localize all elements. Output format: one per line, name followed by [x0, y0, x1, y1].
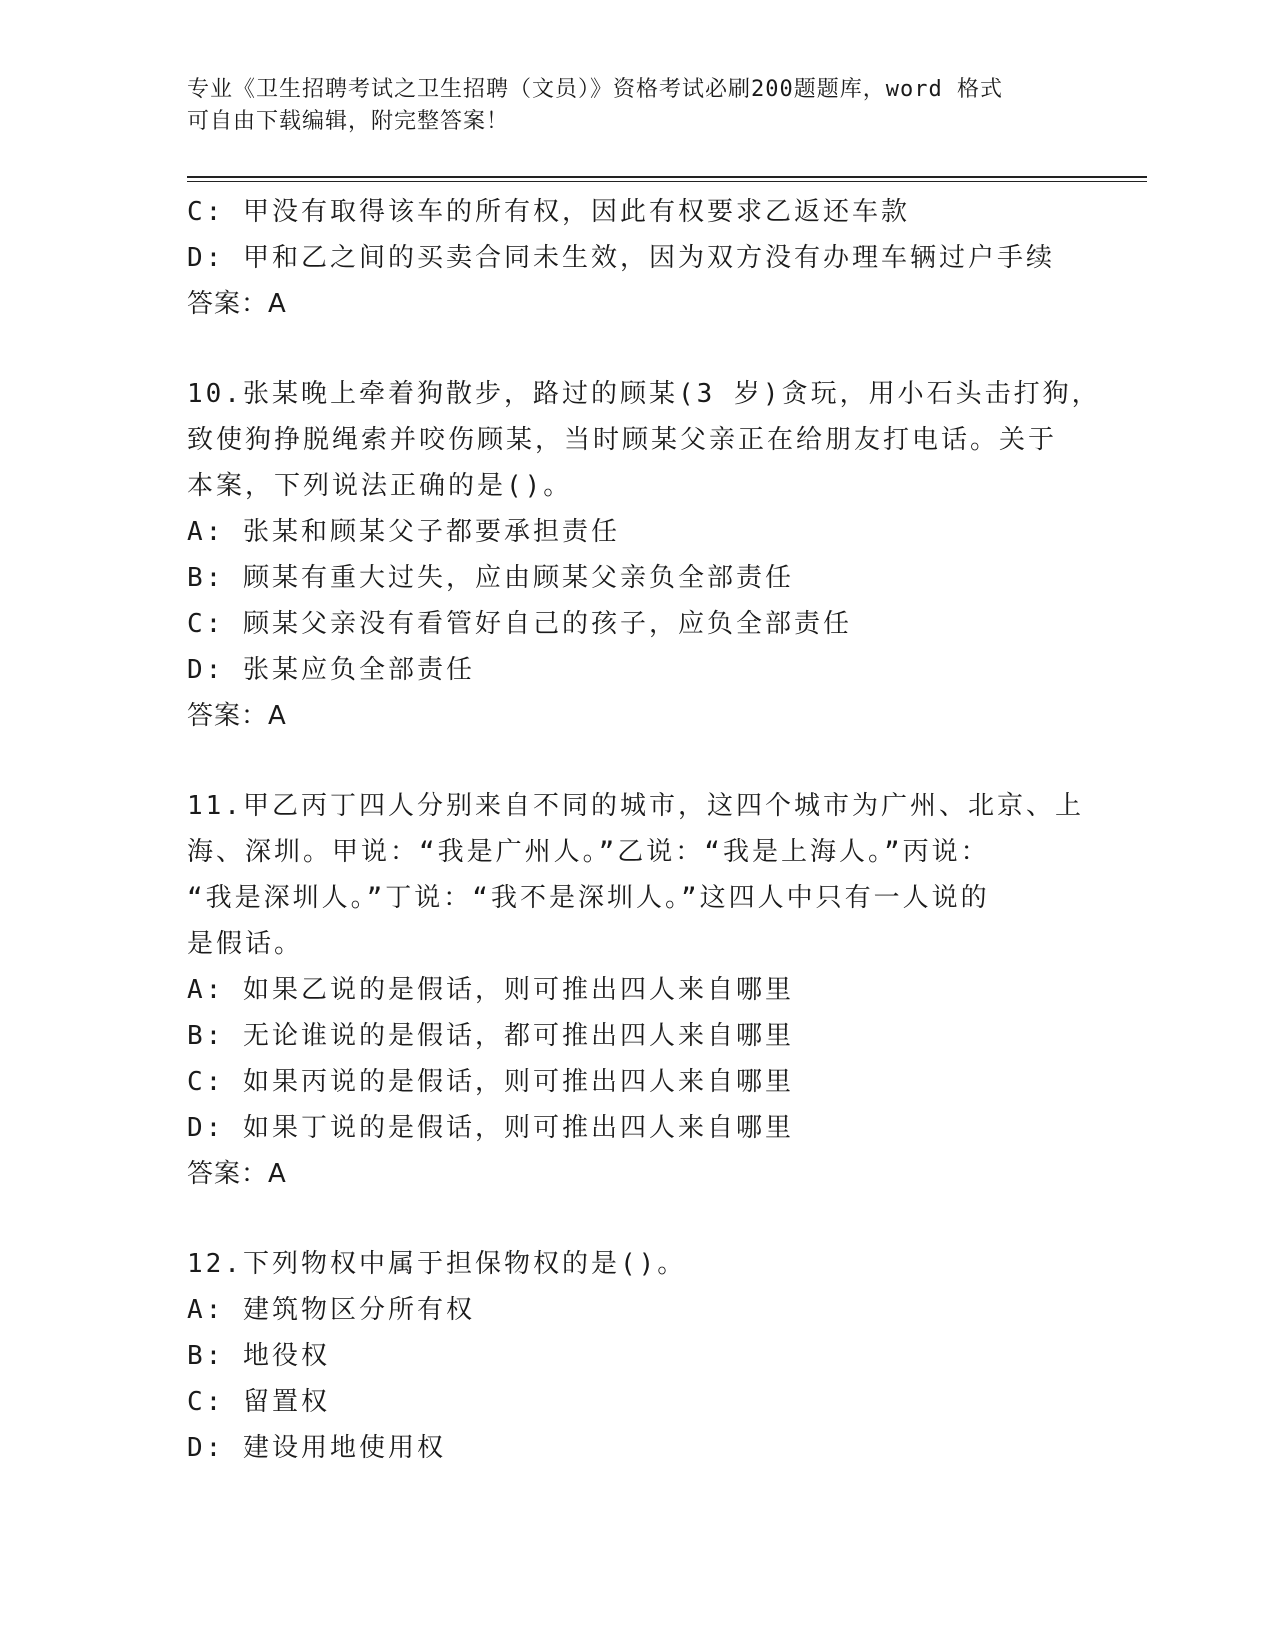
- option-c: C: 顾某父亲没有看管好自己的孩子，应负全部责任: [187, 609, 852, 639]
- spacer: [187, 739, 1087, 783]
- answer-line: 答案：A: [187, 1159, 287, 1189]
- document-header: [187, 74, 1087, 138]
- stem-line: 是假话。: [187, 929, 304, 959]
- option-b: B: 地役权: [187, 1341, 330, 1371]
- option-d: D: 甲和乙之间的买卖合同未生效，因为双方没有办理车辆过户手续: [187, 243, 1055, 273]
- question-10: [187, 371, 1101, 739]
- option-c: C: 甲没有取得该车的所有权，因此有权要求乙返还车款: [187, 197, 910, 227]
- stem-line: 11.甲乙丙丁四人分别来自不同的城市，这四个城市为广州、北京、上: [187, 791, 1084, 821]
- question-12: [187, 1241, 1087, 1471]
- header-divider-thick: [187, 176, 1147, 178]
- spacer: [187, 327, 1087, 371]
- header-divider-thin: [187, 181, 1147, 182]
- option-d: D: 建设用地使用权: [187, 1433, 446, 1463]
- stem-line: 10.张某晚上牵着狗散步，路过的顾某(3 岁)贪玩，用小石头击打狗，: [187, 379, 1101, 409]
- stem-line: 12.下列物权中属于担保物权的是()。: [187, 1249, 687, 1279]
- question-stem: [187, 783, 1087, 967]
- option-c: C: 如果丙说的是假话，则可推出四人来自哪里: [187, 1067, 794, 1097]
- option-b: B: 顾某有重大过失，应由顾某父亲负全部责任: [187, 563, 794, 593]
- option-a: A: 如果乙说的是假话，则可推出四人来自哪里: [187, 975, 794, 1005]
- answer-line: 答案：A: [187, 701, 287, 731]
- option-a: A: 建筑物区分所有权: [187, 1295, 475, 1325]
- answer-line: 答案：A: [187, 289, 287, 319]
- header-line-2: 可自由下载编辑，附完整答案！: [187, 109, 510, 134]
- question-stem: [187, 1241, 1087, 1287]
- option-c: C: 留置权: [187, 1387, 330, 1417]
- stem-line: “我是深圳人。”丁说：“我不是深圳人。”这四人中只有一人说的: [187, 883, 990, 913]
- question-9-continuation: [187, 189, 1087, 327]
- question-stem: [187, 371, 1101, 509]
- option-d: D: 张某应负全部责任: [187, 655, 475, 685]
- option-d: D: 如果丁说的是假话，则可推出四人来自哪里: [187, 1113, 794, 1143]
- option-b: B: 无论谁说的是假话，都可推出四人来自哪里: [187, 1021, 794, 1051]
- spacer: [187, 1197, 1087, 1241]
- header-line-1: 专业《卫生招聘考试之卫生招聘（文员）》资格考试必刷200题题库，word 格式: [187, 77, 1003, 102]
- stem-line: 致使狗挣脱绳索并咬伤顾某，当时顾某父亲正在给朋友打电话。关于: [187, 425, 1058, 455]
- option-a: A: 张某和顾某父子都要承担责任: [187, 517, 620, 547]
- stem-line: 海、深圳。甲说：“我是广州人。”乙说：“我是上海人。”丙说：: [187, 837, 990, 867]
- stem-line: 本案，下列说法正确的是()。: [187, 471, 573, 501]
- question-11: [187, 783, 1087, 1197]
- document-body: [187, 189, 1101, 1471]
